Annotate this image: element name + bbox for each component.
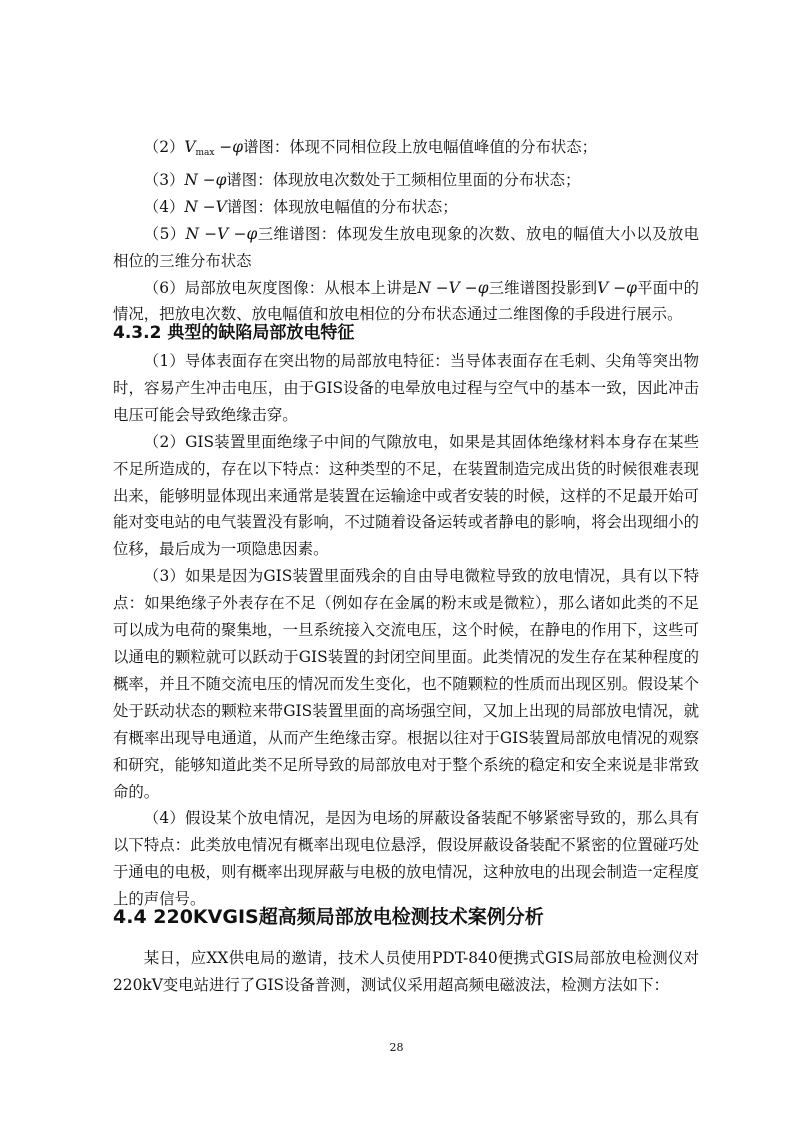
list-item [113,167,699,194]
math-symbol: N −V [184,197,227,216]
item-text: 三维谱图：体现发生放电现象的次数、放电的幅值大小以及放电相位的三维分布状态 [113,224,699,270]
section-4-4 [113,903,699,999]
paragraph: （3）如果是因为GIS装置里面残余的自由导电微粒导致的放电情况，具有以下特点：如果绝缘子外表存在不足（例如存在金属的粉末或是微粒），那么诸如此类的不足可以成为电荷的聚集地，一旦系统接入交流电压，这个时候，在静电的作用下，这些可以通电的颗粒就可以跃动于GIS装置的封闭空间里面。此类情况的发生存在某种程度的概率，并且不随交流电压的情况而发生变化，也不随颗粒的性质而出现区别。假设某个处于跃动状态的颗粒来带GIS装置里面的高场强空间，又加上出现的局部放电情况，就有概率出现导电通道，从而产生绝缘击穿。根据以往对于GIS装置局部放电情况的观察和研究，能够知道此类不足所导致的局部放电对于整个系统的稳定和安全来说是非常致命的。 [113,567,699,801]
max-subscript: max [195,148,215,158]
item-prefix: （4） [143,197,185,216]
list-item [113,134,699,167]
list-item [113,221,699,275]
item-text: 平面中的情况，把放电次数、放电幅值和放电相位的分布状态通过二维图像的手段进行展示。 [113,278,699,324]
item-text: 三维谱图投影到 [488,278,598,297]
page-number: 28 [389,1041,404,1054]
paragraph: （1）导体表面存在突出物的局部放电特征：当导体表面存在毛刺、尖角等突出物时，容易产生冲击电压，由于GIS设备的电晕放电过程与空气中的基本一致，因此冲击电压可能会导致绝缘击穿。 [113,352,699,424]
math-symbol: N −V −φ [417,278,489,297]
spectrum-list [113,134,699,328]
section-heading: 4.3.2 典型的缺陷局部放电特征 [113,323,355,343]
paragraph: （2）GIS装置里面绝缘子中间的气隙放电，如果是其固体绝缘材料本身存在某些不足所造成的，存在以下特点：这种类型的不足，在装置制造完成出货的时候很难表现出来，能够明显体现出来通常是装置在运输途中或者安装的时候，这样的不足最开始可能对变电站的电气装置没有影响，不过随着设备运转或者静电的影响，将会出现细小的位移，最后成为一项隐患因素。 [113,432,699,559]
math-symbol: N −V −φ [185,224,258,243]
math-symbol: N −φ [184,170,227,189]
v-max-symbol [184,138,243,156]
section-4-3-2 [113,321,699,913]
item-text: 谱图：体现放电幅值的分布状态； [226,197,458,216]
v-letter: V [184,138,196,156]
list-item [113,194,699,221]
section-heading: 4.4 220KVGIS超高频局部放电检测技术案例分析 [113,906,544,928]
paragraph: 某日，应XX供电局的邀请，技术人员使用PDT-840便携式GIS局部放电检测仪对220kV变电站进行了GIS设备普测，测试仪采用超高频电磁波法，检测方法如下： [113,949,699,994]
phi-symbol: −φ [214,138,244,156]
item-prefix: （6）局部放电灰度图像：从根本上讲是 [143,278,418,297]
item-text: 谱图：体现不同相位段上放电幅值峰值的分布状态； [243,138,598,156]
item-prefix: （2） [143,138,185,156]
item-prefix: （3） [143,170,185,189]
item-prefix: （5） [143,224,186,243]
item-text: 谱图：体现放电次数处于工频相位里面的分布状态； [226,170,581,189]
math-symbol: V −φ [597,278,637,297]
paragraph: （4）假设某个放电情况，是因为电场的屏蔽设备装配不够紧密导致的，那么具有以下特点：此类放电情况有概率出现电位悬浮，假设屏蔽设备装配不紧密的位置碰巧处于通电的电极，则有概率出现屏蔽与电极的放电情况，这种放电的出现会制造一定程度上的声信号。 [113,809,699,909]
